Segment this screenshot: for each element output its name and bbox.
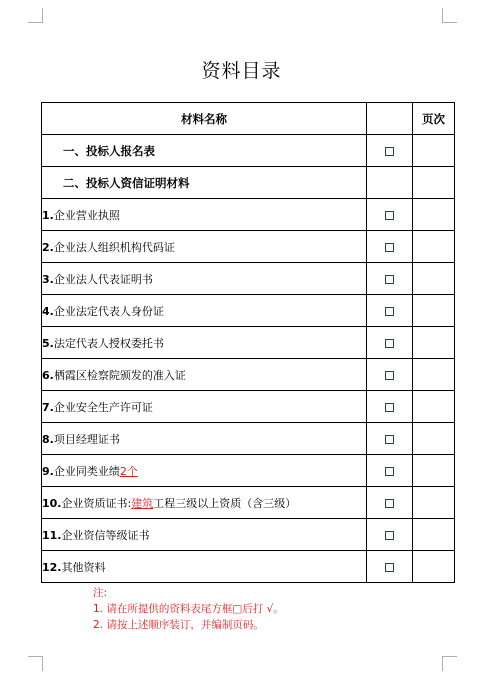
table-row bbox=[42, 263, 455, 295]
item-number: 6. bbox=[42, 368, 54, 382]
page-corner-mark-top-right bbox=[442, 8, 457, 23]
material-name-cell bbox=[42, 551, 367, 583]
notes-block bbox=[93, 585, 284, 633]
note-line: 1. 请在所提供的资料表尾方框□后打 √。 bbox=[93, 603, 284, 615]
checkbox-icon[interactable] bbox=[385, 339, 394, 348]
item-text: 企业法定代表人身份证 bbox=[53, 304, 164, 318]
page-number-cell bbox=[413, 295, 455, 327]
item-text: 法定代表人授权委托书 bbox=[53, 336, 164, 350]
material-name-cell bbox=[42, 359, 367, 391]
item-text: 一、投标人报名表 bbox=[63, 143, 155, 158]
checkbox-icon[interactable] bbox=[385, 211, 394, 220]
checkbox-cell bbox=[367, 455, 413, 487]
item-text: 企业资信等级证书 bbox=[61, 528, 150, 542]
table-header-row bbox=[42, 103, 455, 135]
checkbox-icon[interactable] bbox=[385, 499, 394, 508]
item-text: 栖霞区检察院颁发的准入证 bbox=[53, 368, 186, 382]
table-row bbox=[42, 295, 455, 327]
checkbox-icon[interactable] bbox=[385, 531, 394, 540]
checkbox-cell bbox=[367, 423, 413, 455]
table-row bbox=[42, 199, 455, 231]
catalog-table bbox=[41, 102, 455, 583]
material-name-cell bbox=[42, 295, 367, 327]
item-text: 企业法人组织机构代码证 bbox=[53, 240, 175, 254]
item-text: 企业资质证书: bbox=[61, 496, 132, 510]
header-check bbox=[367, 103, 413, 135]
checkbox-cell bbox=[367, 487, 413, 519]
page-number-cell bbox=[413, 231, 455, 263]
checkbox-icon[interactable] bbox=[385, 435, 394, 444]
table-row bbox=[42, 359, 455, 391]
item-text: 企业安全生产许可证 bbox=[53, 400, 153, 414]
table-row bbox=[42, 423, 455, 455]
table-row bbox=[42, 391, 455, 423]
material-name-cell bbox=[42, 231, 367, 263]
material-name-cell bbox=[42, 263, 367, 295]
page-number-cell bbox=[413, 519, 455, 551]
page-number-cell bbox=[413, 327, 455, 359]
highlighted-text: 建筑 bbox=[131, 496, 154, 510]
item-text: 企业营业执照 bbox=[53, 208, 120, 222]
header-material-name: 材料名称 bbox=[42, 103, 367, 135]
checkbox-icon[interactable] bbox=[385, 403, 394, 412]
page-number-cell bbox=[413, 263, 455, 295]
table-row bbox=[42, 487, 455, 519]
checkbox-cell bbox=[367, 167, 413, 199]
material-name-cell bbox=[42, 487, 367, 519]
checkbox-cell bbox=[367, 295, 413, 327]
item-number: 1. bbox=[42, 208, 54, 222]
item-number: 2. bbox=[42, 240, 54, 254]
note-line: 2. 请按上述顺序装订，并编制页码。 bbox=[93, 619, 264, 631]
checkbox-cell bbox=[367, 359, 413, 391]
page-title: 资料目录 bbox=[201, 60, 282, 82]
table-row bbox=[42, 167, 455, 199]
table-row bbox=[42, 327, 455, 359]
checkbox-cell bbox=[367, 391, 413, 423]
header-page: 页次 bbox=[413, 103, 455, 135]
notes-label: 注: bbox=[93, 587, 108, 599]
checkbox-icon[interactable] bbox=[385, 243, 394, 252]
item-text: 二、投标人资信证明材料 bbox=[63, 175, 190, 190]
material-name-cell bbox=[42, 327, 367, 359]
page-number-cell bbox=[413, 551, 455, 583]
checkbox-icon[interactable] bbox=[385, 275, 394, 284]
checkbox-cell bbox=[367, 327, 413, 359]
highlighted-text: 2个 bbox=[119, 464, 138, 478]
checkbox-cell bbox=[367, 519, 413, 551]
page-number-cell bbox=[413, 423, 455, 455]
checkbox-icon[interactable] bbox=[385, 307, 394, 316]
checkbox-icon[interactable] bbox=[385, 371, 394, 380]
material-name-cell bbox=[42, 455, 367, 487]
page-number-cell bbox=[413, 359, 455, 391]
item-number: 8. bbox=[42, 432, 54, 446]
item-text: 企业法人代表证明书 bbox=[53, 272, 153, 286]
item-text: 其他资料 bbox=[61, 560, 106, 574]
checkbox-cell bbox=[367, 263, 413, 295]
item-number: 4. bbox=[42, 304, 54, 318]
page-number-cell bbox=[413, 199, 455, 231]
page-number-cell bbox=[413, 391, 455, 423]
material-name-cell bbox=[42, 199, 367, 231]
material-name-cell bbox=[42, 423, 367, 455]
page-number-cell bbox=[413, 455, 455, 487]
page-corner-mark-bottom-right bbox=[442, 656, 457, 671]
checkbox-cell bbox=[367, 199, 413, 231]
item-text: 项目经理证书 bbox=[53, 432, 120, 446]
table-row bbox=[42, 231, 455, 263]
checkbox-icon[interactable] bbox=[385, 563, 394, 572]
item-number: 12. bbox=[42, 560, 62, 574]
page-number-cell bbox=[413, 167, 455, 199]
table-row bbox=[42, 551, 455, 583]
material-name-cell bbox=[42, 391, 367, 423]
item-text: 企业同类业绩 bbox=[53, 464, 120, 478]
material-name-cell bbox=[42, 519, 367, 551]
item-number: 10. bbox=[42, 496, 62, 510]
table-row bbox=[42, 135, 455, 167]
item-number: 5. bbox=[42, 336, 54, 350]
material-name-cell bbox=[42, 167, 367, 199]
table-row bbox=[42, 455, 455, 487]
item-number: 3. bbox=[42, 272, 54, 286]
table-row bbox=[42, 519, 455, 551]
checkbox-cell bbox=[367, 135, 413, 167]
checkbox-cell bbox=[367, 551, 413, 583]
checkbox-cell bbox=[367, 231, 413, 263]
material-name-cell bbox=[42, 135, 367, 167]
page-number-cell bbox=[413, 135, 455, 167]
page-number-cell bbox=[413, 487, 455, 519]
page-corner-mark-bottom-left bbox=[28, 656, 43, 671]
item-text-continued: 工程三级以上资质（含三级） bbox=[153, 496, 297, 510]
page-corner-mark-top-left bbox=[28, 8, 43, 23]
item-number: 7. bbox=[42, 400, 54, 414]
checkbox-icon[interactable] bbox=[385, 147, 394, 156]
item-number: 9. bbox=[42, 464, 54, 478]
checkbox-icon[interactable] bbox=[385, 467, 394, 476]
item-number: 11. bbox=[42, 528, 62, 542]
